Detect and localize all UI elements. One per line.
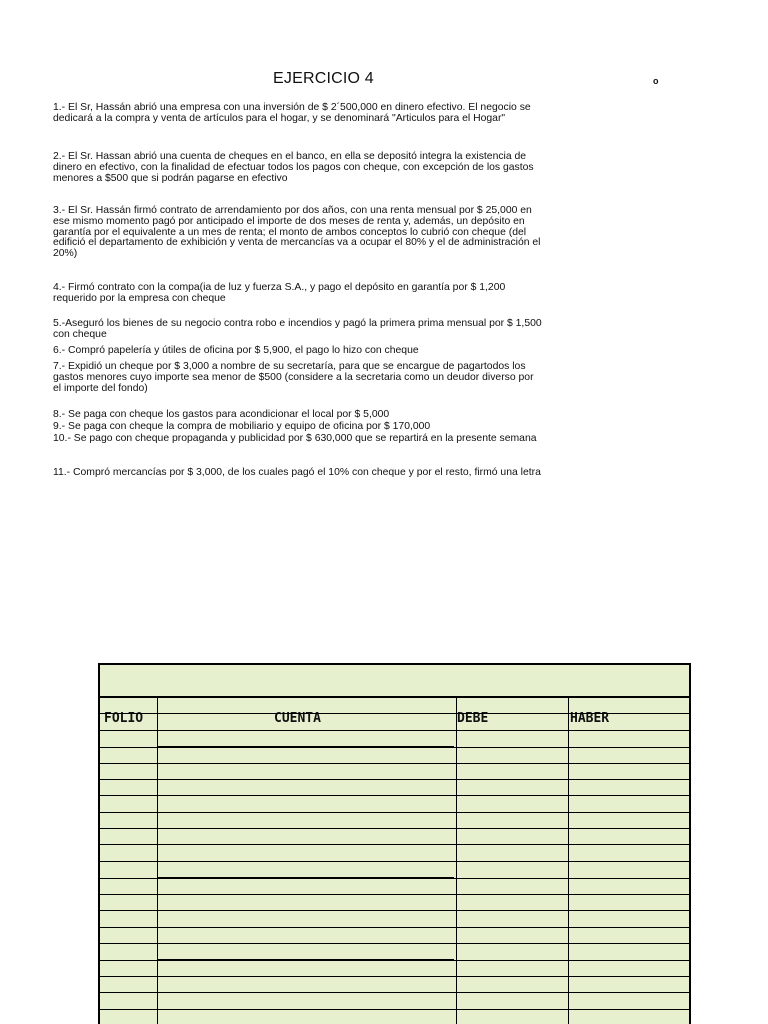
ledger-rule [100, 992, 689, 993]
exercise-item-7: 7.- Expidió un cheque por $ 3,000 a nombre de su secretaría, para que se encargue de pagartodos los gastos menores cuyo importe sea menor de $500 (considere a la secretaria como un deudor diverso por el importe del fondo) [53, 361, 534, 394]
ledger-rule [100, 927, 689, 928]
ledger-rule [100, 1009, 689, 1010]
ledger-rule [100, 910, 689, 911]
ledger-rule [100, 943, 689, 944]
ledger-rule [100, 976, 689, 977]
ledger-rule [100, 713, 689, 714]
exercise-item-8: 8.- Se paga con cheque los gastos para acondicionar el local por $ 5,000 [53, 409, 390, 420]
corner-mark: o [653, 76, 659, 86]
ledger-divider-debe [568, 696, 569, 1024]
exercise-item-10: 10.- Se pago con cheque propaganda y publicidad por $ 630,000 que se repartirá en la presente semana [53, 433, 537, 444]
ledger-rule [100, 960, 689, 961]
ledger-rule [100, 747, 689, 748]
exercise-item-5: 5.-Aseguró los bienes de su negocio contra robo e incendios y pagó la primera prima mensual por $ 1,500 con cheque [53, 318, 542, 340]
ledger-rule [100, 779, 689, 780]
exercise-item-11: 11.- Compró mercancías por $ 3,000, de los cuales pagó el 10% con cheque y por el resto, firmó una letra [53, 467, 541, 478]
ledger-header-debe: DEBE [457, 711, 489, 726]
ledger-rule [100, 763, 689, 764]
exercise-item-2: 2.- El Sr. Hassan abrió una cuenta de cheques en el banco, en ella se depositó integra la existencia de dinero en efectivo, con la finalidad de efectuar todos los pagos con cheque, con excepción de los gastos menores a $500 que si podrán pagarse en efectivo [53, 151, 534, 184]
exercise-item-3: 3.- El Sr. Hassán firmó contrato de arrendamiento por dos años, con una renta mensual por $ 25,000 en ese mismo momento pagó por anticipado el importe de dos meses de renta y, además, un depósito en garantía por el equivalente a un mes de renta; el monto de ambos conceptos lo cubrió con cheque (del edifició el departamento de exhibición y venta de mercancías va a ocupar el 80% y el de administración el 20%) [53, 205, 541, 260]
exercise-item-1: 1.- El Sr, Hassán abrió una empresa con una inversión de $ 2´500,000 en dinero efectivo. El negocio se dedicará a la compra y venta de artículos para el hogar, y se denominará "Articulos para el Hogar" [53, 102, 531, 124]
ledger-header-haber: HABER [570, 711, 610, 726]
exercise-item-4: 4.- Firmó contrato con la compa(ia de luz y fuerza S.A., y pago el depósito en garantía por $ 1,200 requerido por la empresa con cheque [53, 282, 506, 304]
ledger-rule [100, 730, 689, 731]
ledger-rule [100, 861, 689, 862]
page-title: EJERCICIO 4 [273, 70, 374, 87]
ledger-rule [100, 812, 689, 813]
ledger-rule [100, 795, 689, 796]
ledger-header-cuenta: CUENTA [274, 711, 321, 726]
exercise-item-9: 9.- Se paga con cheque la compra de mobiliario y equipo de oficina por $ 170,000 [53, 421, 431, 432]
ledger-divider-cuenta [456, 696, 457, 1024]
ledger-table [98, 663, 691, 1024]
ledger-header-folio: FOLIO [104, 711, 144, 726]
ledger-rule [100, 844, 689, 845]
ledger-rule [100, 696, 689, 698]
ledger-rule [100, 878, 689, 879]
ledger-rule [100, 828, 689, 829]
ledger-rule [100, 894, 689, 895]
exercise-item-6: 6.- Compró papelería y útiles de oficina por $ 5,900, el pago lo hizo con cheque [53, 345, 419, 356]
